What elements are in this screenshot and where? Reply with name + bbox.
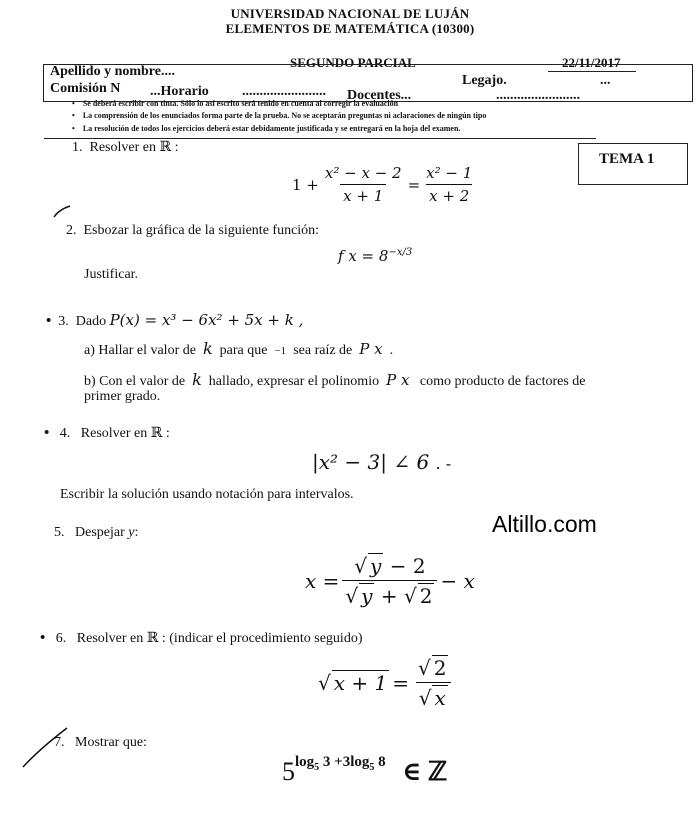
radical-icon: √	[418, 686, 432, 710]
radical-icon: √	[318, 670, 331, 695]
q3a-mid: para que	[219, 343, 268, 358]
q3a-k: k	[202, 339, 213, 358]
q4-note: Escribir la solución usando notación para intervalos.	[60, 487, 354, 502]
rule-3	[72, 124, 460, 133]
q7-statement	[54, 735, 147, 751]
q1-number: 1.	[72, 140, 83, 155]
q5-denominator	[342, 580, 437, 608]
field-comision: Comisión N	[50, 81, 121, 96]
q1-equals: =	[407, 175, 421, 194]
q6-number: 6.	[55, 631, 67, 646]
q2-text: Esbozar la gráfica de la siguiente función:	[83, 223, 320, 238]
rule-bullet: •	[72, 99, 75, 108]
q3-bullet: •	[46, 313, 52, 329]
q6-bullet: •	[40, 630, 46, 646]
radical-icon: √	[354, 554, 368, 578]
q4-bullet: •	[44, 425, 50, 441]
q2-exponent: −x/3	[388, 247, 413, 258]
q5-text-y: y	[128, 525, 135, 540]
q4-text: Resolver en ℝ :	[80, 426, 170, 441]
q6-numerator	[415, 655, 451, 682]
rule-bullet: •	[72, 124, 75, 133]
q1-frac2-den: x + 2	[426, 184, 472, 205]
q1-text: Resolver en ℝ :	[89, 140, 179, 155]
q7-base: 5	[282, 757, 295, 786]
q4-inequality	[312, 450, 451, 474]
radical-icon: √	[403, 584, 417, 608]
field-dots-2: ........................	[496, 88, 580, 103]
radical-icon: √	[345, 584, 359, 608]
q4-trailing: . -	[435, 454, 452, 473]
q3-part-b-line2: primer grado.	[84, 389, 161, 404]
q6-den-sqrt: x	[434, 686, 446, 710]
field-apellido: Apellido y nombre....	[50, 64, 175, 79]
q3b-post: como producto de factores de	[419, 374, 586, 389]
q1-one: 1 +	[292, 175, 319, 194]
q7-exp-a: log	[295, 754, 315, 770]
q3a-pre: a) Hallar el valor de	[84, 343, 196, 358]
q2-function	[338, 247, 412, 265]
q5-fraction	[342, 553, 437, 608]
q3-text: Dado	[75, 314, 107, 329]
q6-fraction	[415, 655, 451, 710]
q6-text: Resolver en ℝ : (indicar el procedimiento seguido)	[76, 631, 363, 646]
field-legajo-tail: ...	[600, 73, 611, 88]
q5-num-sqrt: y	[370, 554, 382, 578]
q5-num-rest: − 2	[383, 554, 426, 578]
pen-mark-q2	[52, 205, 72, 219]
radical-icon: √	[418, 656, 431, 680]
q5-den-sqrt2: 2	[419, 584, 433, 608]
q7-text: Mostrar que:	[75, 735, 147, 750]
q3-polynomial: P(x) = x³ − 6x² + 5x + k ,	[109, 311, 304, 329]
q1-frac1-den: x + 1	[340, 184, 386, 205]
q6-denominator	[416, 682, 451, 710]
q7-exponent	[295, 754, 386, 773]
university-title: UNIVERSIDAD NACIONAL DE LUJÁN	[230, 6, 470, 21]
q7-exp-b: 3 +3log	[319, 754, 370, 770]
q3-statement	[46, 311, 303, 330]
q6-equation	[318, 655, 454, 710]
tema-label: TEMA 1	[599, 151, 655, 167]
rule-text: Se deberá escribir con tinta. Sólo lo así escrito será tenido en cuenta al corregir la evaluación	[82, 99, 399, 108]
field-horario: ...Horario	[150, 84, 209, 99]
q5-equation	[305, 553, 475, 608]
q7-tail: ∈ ℤ	[402, 757, 448, 786]
q3b-mid: hallado, expresar el polinomio	[208, 374, 380, 389]
q4-expr: |x² − 3| ∠ 6	[312, 450, 430, 474]
q2-number: 2.	[66, 223, 77, 238]
q4-number: 4.	[59, 426, 71, 441]
q3a-post: sea raíz de	[293, 343, 353, 358]
q1-statement	[72, 139, 179, 156]
q5-statement	[54, 525, 138, 541]
q5-text-pre: Despejar	[75, 525, 125, 540]
q3-number: 3.	[58, 314, 69, 329]
q5-text-post: :	[134, 525, 139, 540]
q3b-poly: P x	[386, 371, 410, 389]
exam-date: 22/11/2017	[562, 55, 621, 70]
q6-equals: =	[392, 670, 409, 695]
q1-fraction-left	[322, 164, 405, 205]
q6-lhs-sqrt: x + 1	[333, 671, 388, 695]
q3a-end: .	[389, 343, 394, 358]
rule-text: La resolución de todos los ejercicios deberá estar debidamente justificada y se entregará en la hoja del examen.	[82, 124, 461, 133]
q5-lhs: x =	[305, 568, 340, 593]
q5-numerator	[351, 553, 428, 580]
q3-part-b	[84, 370, 586, 390]
q2-statement	[66, 223, 319, 239]
rule-text: La comprensión de los enunciados forma parte de la prueba. No se aceptarán preguntas ni aclaraciones de ningún tipo	[82, 111, 487, 120]
q2-justify: Justificar.	[84, 267, 139, 282]
field-docentes: Docentes...	[347, 88, 412, 103]
q1-frac2-num: x² − 1	[426, 164, 473, 182]
q1-fraction-right	[423, 164, 475, 205]
rule-1	[72, 99, 398, 108]
field-dots: ........................	[242, 84, 326, 99]
exam-title: SEGUNDO PARCIAL	[290, 55, 416, 70]
q4-statement	[44, 425, 170, 442]
q7-number: 7.	[54, 735, 65, 750]
q6-num-sqrt: 2	[433, 656, 447, 680]
q3b-k: k	[192, 370, 202, 389]
q7-sub-a: 5	[314, 762, 320, 773]
course-title: ELEMENTOS DE MATEMÁTICA (10300)	[225, 21, 475, 36]
watermark: Altillo.com	[492, 511, 597, 537]
q6-statement	[40, 630, 362, 647]
rule-2	[72, 111, 486, 120]
q5-tail: − x	[440, 568, 475, 593]
q7-expression	[282, 754, 447, 787]
q3a-minus-one: −1	[274, 345, 287, 357]
q3a-poly: P x	[359, 340, 383, 358]
field-legajo: Legajo.	[462, 73, 507, 88]
q1-equation	[292, 164, 478, 205]
q7-exp-c: 8	[374, 754, 386, 770]
q1-frac1-num: x² − x − 2	[324, 164, 402, 182]
q5-den-plus: +	[374, 584, 404, 608]
q5-den-sqrt1: y	[361, 584, 373, 608]
q3-part-a	[84, 339, 393, 359]
q2-func: f x = 8	[338, 247, 389, 265]
q5-number: 5.	[54, 525, 65, 540]
rule-bullet: •	[72, 111, 75, 120]
q3b-pre: b) Con el valor de	[84, 374, 186, 389]
q7-sub-b: 5	[369, 762, 375, 773]
